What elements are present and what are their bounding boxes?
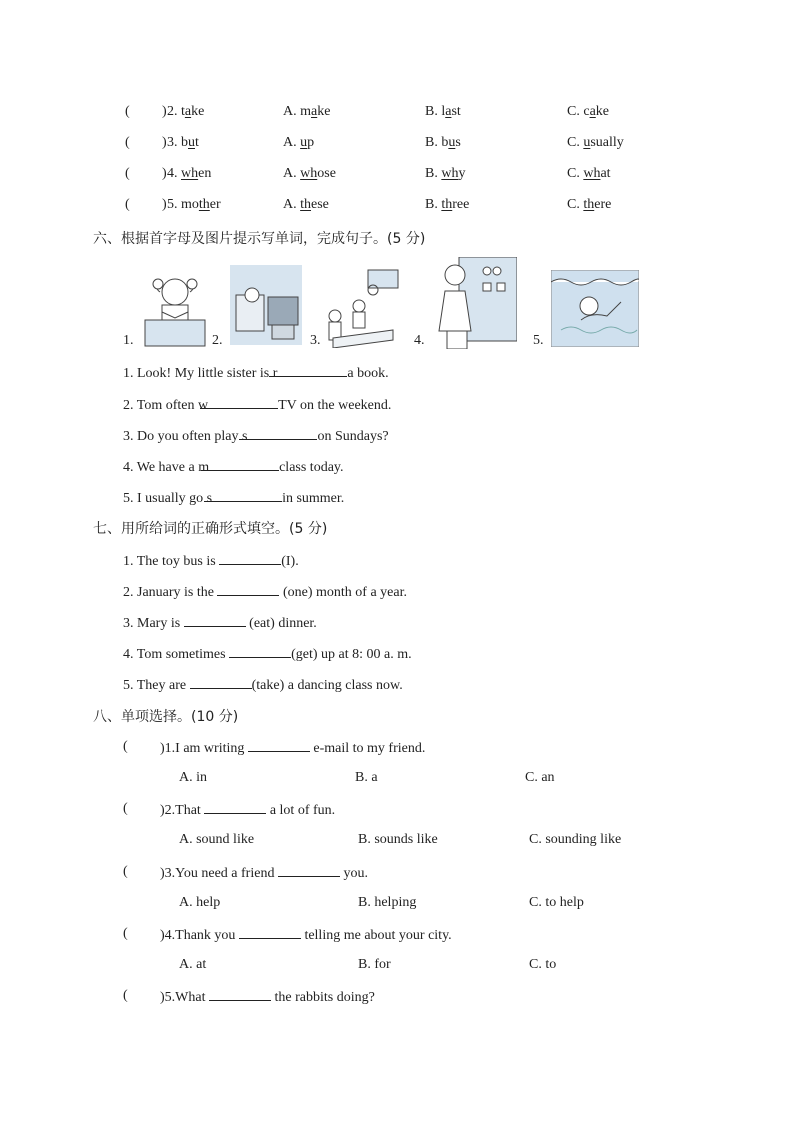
pic-label-5: 5. [533, 333, 544, 348]
answer-blank[interactable] [190, 676, 252, 689]
option-a-post: ose [317, 166, 336, 181]
item-end: (get) up at 8: 00 a. m. [291, 647, 412, 662]
fill-sentence [123, 489, 344, 507]
question-word-post: er [209, 197, 221, 212]
pic-label-4: 4. [414, 333, 425, 348]
answer-paren-close: ) [162, 197, 167, 212]
answer-blank[interactable] [184, 614, 246, 627]
sentence-end: on Sundays? [317, 429, 389, 444]
option-c [567, 197, 611, 213]
option-a-post: p [307, 135, 315, 150]
question-word [181, 166, 211, 182]
section8-title: 八、单项选择。(10 分) [93, 709, 239, 725]
stem-end: e-mail to my friend. [309, 741, 426, 756]
option-c-sound: u [583, 135, 591, 150]
choice-option[interactable]: C. to help [529, 895, 584, 910]
option-c [567, 166, 611, 182]
answer-blank[interactable] [239, 427, 317, 440]
choice-option[interactable]: B. a [355, 770, 378, 785]
option-a-pre: A. [283, 135, 301, 150]
option-b-post: ree [452, 197, 470, 212]
question-number: 4. [167, 166, 178, 181]
option-a-post: ese [311, 197, 329, 212]
option-c-sound: th [583, 197, 595, 212]
sentence-end: class today. [279, 460, 344, 475]
option-a [283, 197, 329, 213]
option-b-post: st [451, 104, 461, 119]
answer-paren-open[interactable]: ( [123, 801, 128, 816]
stem-start: )5.What [160, 990, 209, 1005]
item-start: 4. Tom sometimes [123, 647, 230, 662]
option-a-sound: a [311, 104, 318, 119]
answer-paren-open[interactable]: ( [123, 864, 128, 879]
option-b-sound: th [441, 197, 453, 212]
choice-option[interactable]: A. at [179, 957, 207, 972]
question-word-sound: a [184, 104, 192, 119]
question-word-pre: t [181, 104, 185, 119]
option-b-sound: wh [441, 166, 459, 181]
option-a [283, 135, 314, 151]
question-word [181, 135, 199, 151]
fill-item [123, 676, 403, 694]
fill-sentence [123, 396, 391, 414]
pic-label-3: 3. [310, 333, 321, 348]
option-b-pre: B. [425, 166, 442, 181]
option-c-post: at [600, 166, 611, 181]
option-b [425, 104, 461, 120]
answer-paren-open[interactable]: ( [125, 166, 130, 181]
answer-blank[interactable] [278, 864, 340, 877]
item-end: (one) month of a year. [279, 585, 407, 600]
first-letter: r [272, 366, 278, 381]
item-start: 3. Mary is [123, 616, 184, 631]
option-b-pre: B. b [425, 135, 449, 150]
stem-start: )2.That [160, 803, 205, 818]
question-stem [160, 739, 425, 757]
boy-watching-tv-picture [230, 265, 302, 345]
teacher-math-class-picture [437, 257, 517, 349]
option-b-post: y [458, 166, 466, 181]
pic-label-2: 2. [212, 333, 223, 348]
answer-paren-close: ) [162, 104, 167, 119]
option-b-pre: B. [425, 197, 442, 212]
question-word [181, 197, 221, 213]
kids-playing-basketball-picture [323, 268, 403, 348]
answer-paren-close: ) [162, 135, 167, 150]
option-a-pre: A. [283, 166, 301, 181]
option-c [567, 104, 609, 120]
fill-sentence [123, 427, 389, 445]
answer-blank[interactable] [201, 458, 279, 471]
answer-paren-close: ) [162, 166, 167, 181]
sentence-end: TV on the weekend. [278, 398, 392, 413]
option-c-pre: C. c [567, 104, 590, 119]
pic-label-1: 1. [123, 333, 134, 348]
question-stem [160, 926, 452, 944]
girl-reading-picture [140, 270, 210, 350]
answer-paren-open[interactable]: ( [123, 988, 128, 1003]
choice-option[interactable]: B. helping [358, 895, 417, 910]
question-word-pre: mo [181, 197, 199, 212]
option-c-post: sually [590, 135, 624, 150]
option-a-post: ke [317, 104, 331, 119]
answer-blank[interactable] [269, 364, 347, 377]
choice-option[interactable]: A. in [179, 770, 207, 785]
option-c-pre: C. [567, 166, 584, 181]
fill-item [123, 583, 407, 601]
stem-end: a lot of fun. [266, 803, 336, 818]
first-letter: w [197, 398, 209, 413]
answer-blank[interactable] [229, 645, 291, 658]
item-start: 2. January is the [123, 585, 218, 600]
option-b-post: s [455, 135, 461, 150]
answer-blank[interactable] [239, 926, 301, 939]
answer-blank[interactable] [200, 396, 278, 409]
answer-blank[interactable] [209, 988, 271, 1001]
question-word-sound: th [198, 197, 210, 212]
option-c-pre: C. [567, 135, 584, 150]
option-a-pre: A. m [283, 104, 311, 119]
sentence-start: 1. Look! My little sister is [123, 366, 273, 381]
stem-start: )3.You need a friend [160, 866, 278, 881]
option-c-post: ke [595, 104, 609, 119]
choice-option[interactable]: A. help [179, 895, 221, 910]
question-word [181, 104, 204, 120]
answer-blank[interactable] [219, 552, 281, 565]
choice-option[interactable]: B. sounds like [358, 832, 438, 847]
option-b [425, 197, 469, 213]
first-letter: s [241, 429, 248, 444]
first-letter: s [206, 491, 213, 506]
question-number: 5. [167, 197, 178, 212]
item-end: (take) a dancing class now. [251, 678, 403, 693]
question-word-sound: wh [181, 166, 199, 181]
sentence-end: a book. [347, 366, 389, 381]
choice-option[interactable]: C. to [529, 957, 557, 972]
item-start: 1. The toy bus is [123, 554, 220, 569]
section6-title: 六、根据首字母及图片提示写单词，完成句子。(5 分) [93, 231, 426, 247]
question-stem [160, 801, 335, 819]
answer-blank[interactable] [217, 583, 279, 596]
stem-start: )1.I am writing [160, 741, 248, 756]
item-end: (eat) dinner. [245, 616, 317, 631]
section7-title: 七、用所给词的正确形式填空。(5 分) [93, 521, 328, 537]
question-number: 3. [167, 135, 178, 150]
option-b-sound: a [445, 104, 452, 119]
question-word-post: t [195, 135, 199, 150]
option-a [283, 104, 330, 120]
option-a [283, 166, 336, 182]
question-word-post: en [198, 166, 212, 181]
option-b [425, 166, 465, 182]
stem-start: )4.Thank you [160, 928, 239, 943]
stem-end: you. [339, 866, 368, 881]
sentence-start: 3. Do you often play [123, 429, 242, 444]
choice-option[interactable]: A. sound like [179, 832, 255, 847]
option-c-sound: wh [583, 166, 601, 181]
fill-item [123, 645, 412, 663]
option-a-sound: wh [300, 166, 318, 181]
option-c [567, 135, 624, 151]
sentence-start: 5. I usually go [123, 491, 207, 506]
fill-item [123, 552, 299, 570]
question-word-sound: u [188, 135, 195, 150]
sentence-start: 4. We have a [123, 460, 199, 475]
option-b [425, 135, 461, 151]
boy-swimming-picture [551, 270, 639, 347]
option-b-pre: B. l [425, 104, 446, 119]
choice-option[interactable]: C. sounding like [529, 832, 622, 847]
option-a-pre: A. [283, 197, 301, 212]
answer-paren-open[interactable]: ( [125, 197, 130, 212]
answer-paren-open[interactable]: ( [123, 926, 128, 941]
sentence-end: in summer. [282, 491, 345, 506]
choice-option[interactable]: C. an [525, 770, 555, 785]
item-start: 5. They are [123, 678, 190, 693]
answer-blank[interactable] [204, 801, 266, 814]
answer-blank[interactable] [204, 489, 282, 502]
option-a-sound: u [300, 135, 308, 150]
fill-sentence [123, 458, 344, 476]
choice-option[interactable]: B. for [358, 957, 391, 972]
first-letter: m [198, 460, 210, 475]
question-word-post: ke [191, 104, 205, 119]
sentence-start: 2. Tom often [123, 398, 198, 413]
option-c-pre: C. [567, 197, 584, 212]
answer-paren-open[interactable]: ( [125, 135, 130, 150]
answer-paren-open[interactable]: ( [125, 104, 130, 119]
option-c-post: ere [594, 197, 612, 212]
question-stem [160, 864, 368, 882]
option-c-sound: a [589, 104, 596, 119]
fill-sentence [123, 364, 389, 382]
item-end: (I). [281, 554, 299, 569]
answer-blank[interactable] [248, 739, 310, 752]
question-number: 2. [167, 104, 178, 119]
option-a-sound: th [300, 197, 312, 212]
stem-end: telling me about your city. [300, 928, 452, 943]
question-stem [160, 988, 375, 1006]
option-b-sound: u [448, 135, 456, 150]
stem-end: the rabbits doing? [270, 990, 375, 1005]
question-word-pre: b [181, 135, 188, 150]
fill-item [123, 614, 317, 632]
answer-paren-open[interactable]: ( [123, 739, 128, 754]
